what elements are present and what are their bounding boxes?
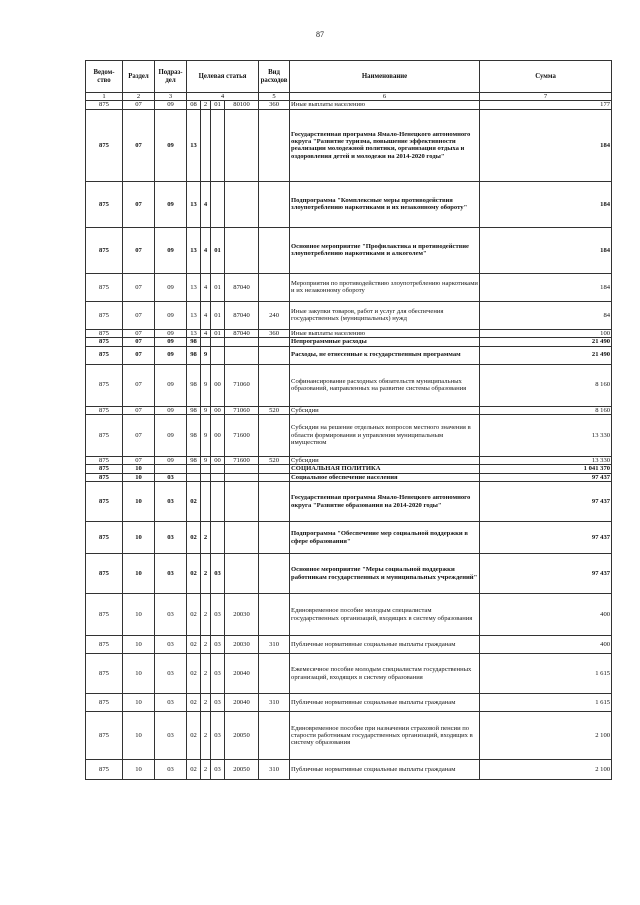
cell-summa: 13 330 (480, 457, 612, 465)
table-row (86, 473, 612, 481)
table-row (86, 594, 612, 636)
cell-summa: 1 041 370 (480, 465, 612, 473)
cell-program-code: 98 (187, 457, 201, 465)
cell-naimenovanie: Расходы, не отнесенные к государственным программам (290, 346, 480, 364)
cell-razdel: 07 (123, 338, 155, 346)
cell-subprogram-code: 2 (201, 760, 211, 780)
cell-podrazdel: 09 (155, 364, 187, 406)
cell-razdel: 10 (123, 760, 155, 780)
cell-summa: 100 (480, 329, 612, 337)
table-row (86, 636, 612, 654)
cell-subprogram-code: 2 (201, 101, 211, 109)
cell-summa: 8 160 (480, 406, 612, 414)
cell-naimenovanie: Иные закупки товаров, работ и услуг для обеспечения государственных (муниципальных) нужд (290, 301, 480, 329)
cell-event-code: 03 (211, 712, 225, 760)
cell-summa: 400 (480, 636, 612, 654)
cell-naimenovanie: Подпрограмма "Комплексные меры противодействия злоупотреблению наркотиками и их незаконному обороту" (290, 181, 480, 227)
table-row (86, 522, 612, 554)
cell-razdel: 07 (123, 406, 155, 414)
cell-vid-rashodov (259, 712, 290, 760)
cell-podrazdel: 09 (155, 109, 187, 181)
cell-naimenovanie: Иные выплаты населению (290, 329, 480, 337)
cell-vedomstvo: 875 (86, 227, 123, 273)
cell-subprogram-code: 4 (201, 273, 211, 301)
cell-event-code: 01 (211, 227, 225, 273)
cell-naimenovanie: Публичные нормативные социальные выплаты гражданам (290, 760, 480, 780)
cell-program-code: 02 (187, 482, 201, 522)
cell-vid-rashodov: 310 (259, 694, 290, 712)
cell-event-code (211, 181, 225, 227)
budget-table (85, 60, 612, 780)
cell-summa: 1 615 (480, 694, 612, 712)
cell-naimenovanie: Ежемесячное пособие молодым специалистам государственных организаций, входящих в систему образования (290, 654, 480, 694)
cell-direction-code (225, 522, 259, 554)
table-row (86, 482, 612, 522)
cell-program-code: 13 (187, 301, 201, 329)
cell-direction-code (225, 465, 259, 473)
cell-vedomstvo: 875 (86, 406, 123, 414)
cell-subprogram-code: 2 (201, 594, 211, 636)
table-row (86, 109, 612, 181)
cell-naimenovanie: Публичные нормативные социальные выплаты гражданам (290, 636, 480, 654)
cell-razdel: 10 (123, 694, 155, 712)
cell-subprogram-code (201, 482, 211, 522)
cell-razdel: 10 (123, 473, 155, 481)
cell-naimenovanie: Софинансирование расходных обязательств муниципальных образований, направленных на развитие системы образования (290, 364, 480, 406)
cell-event-code (211, 109, 225, 181)
cell-podrazdel: 09 (155, 329, 187, 337)
cell-vedomstvo: 875 (86, 482, 123, 522)
cell-podrazdel: 09 (155, 457, 187, 465)
table-row (86, 364, 612, 406)
cell-vedomstvo: 875 (86, 594, 123, 636)
table-row (86, 415, 612, 457)
cell-vid-rashodov (259, 465, 290, 473)
cell-vedomstvo: 875 (86, 301, 123, 329)
cell-vedomstvo: 875 (86, 415, 123, 457)
cell-event-code: 00 (211, 457, 225, 465)
header-celevaya-statya: Целевая статья (187, 61, 259, 93)
cell-program-code: 08 (187, 101, 201, 109)
cell-subprogram-code: 4 (201, 181, 211, 227)
cell-program-code: 02 (187, 712, 201, 760)
cell-event-code: 00 (211, 406, 225, 414)
cell-podrazdel: 03 (155, 636, 187, 654)
cell-direction-code: 20040 (225, 694, 259, 712)
cell-razdel: 07 (123, 457, 155, 465)
cell-naimenovanie: Субсидии на решение отдельных вопросов местного значения в области формирования и управления муниципальным имуществом (290, 415, 480, 457)
cell-vid-rashodov (259, 227, 290, 273)
cell-event-code (211, 346, 225, 364)
cell-podrazdel: 03 (155, 554, 187, 594)
table-row (86, 654, 612, 694)
cell-direction-code: 87040 (225, 329, 259, 337)
cell-subprogram-code (201, 465, 211, 473)
cell-podrazdel: 09 (155, 273, 187, 301)
cell-vedomstvo: 875 (86, 346, 123, 364)
table-row (86, 712, 612, 760)
cell-direction-code: 71600 (225, 415, 259, 457)
cell-event-code (211, 473, 225, 481)
cell-direction-code (225, 346, 259, 364)
cell-direction-code: 20050 (225, 760, 259, 780)
cell-vedomstvo: 875 (86, 329, 123, 337)
cell-subprogram-code: 4 (201, 329, 211, 337)
cell-summa: 8 160 (480, 364, 612, 406)
cell-summa: 97 437 (480, 522, 612, 554)
table-row (86, 465, 612, 473)
cell-razdel: 10 (123, 522, 155, 554)
cell-event-code: 00 (211, 415, 225, 457)
header-vid-rashodov: Вид расходов (259, 61, 290, 93)
cell-vid-rashodov (259, 554, 290, 594)
cell-direction-code (225, 473, 259, 481)
cell-naimenovanie: СОЦИАЛЬНАЯ ПОЛИТИКА (290, 465, 480, 473)
cell-vid-rashodov (259, 654, 290, 694)
cell-event-code: 03 (211, 694, 225, 712)
cell-vedomstvo: 875 (86, 109, 123, 181)
cell-event-code: 03 (211, 760, 225, 780)
cell-vedomstvo: 875 (86, 364, 123, 406)
cell-podrazdel: 03 (155, 482, 187, 522)
cell-podrazdel: 03 (155, 760, 187, 780)
cell-event-code: 00 (211, 364, 225, 406)
cell-subprogram-code: 9 (201, 406, 211, 414)
cell-naimenovanie: Основное мероприятие "Профилактика и противодействие злоупотреблению наркотиками и алкоголем" (290, 227, 480, 273)
cell-razdel: 07 (123, 346, 155, 364)
table-row (86, 694, 612, 712)
cell-summa: 1 615 (480, 654, 612, 694)
table-row (86, 227, 612, 273)
cell-program-code: 02 (187, 636, 201, 654)
cell-direction-code: 20040 (225, 654, 259, 694)
cell-razdel: 10 (123, 636, 155, 654)
column-number: 2 (123, 93, 155, 101)
cell-direction-code: 87040 (225, 273, 259, 301)
cell-program-code: 98 (187, 338, 201, 346)
cell-podrazdel: 03 (155, 473, 187, 481)
cell-summa: 97 437 (480, 473, 612, 481)
cell-program-code: 13 (187, 227, 201, 273)
cell-vid-rashodov (259, 364, 290, 406)
cell-razdel: 10 (123, 594, 155, 636)
cell-event-code: 03 (211, 636, 225, 654)
cell-direction-code: 80100 (225, 101, 259, 109)
cell-subprogram-code: 4 (201, 227, 211, 273)
cell-razdel: 10 (123, 465, 155, 473)
cell-summa: 184 (480, 273, 612, 301)
cell-event-code: 03 (211, 594, 225, 636)
header-podrazdel: Подраз-дел (155, 61, 187, 93)
cell-subprogram-code: 4 (201, 301, 211, 329)
cell-vid-rashodov (259, 473, 290, 481)
cell-summa: 97 437 (480, 554, 612, 594)
table-row (86, 554, 612, 594)
cell-vedomstvo: 875 (86, 522, 123, 554)
cell-naimenovanie: Субсидии (290, 457, 480, 465)
cell-program-code: 98 (187, 406, 201, 414)
cell-razdel: 07 (123, 301, 155, 329)
cell-direction-code: 87040 (225, 301, 259, 329)
cell-podrazdel: 09 (155, 406, 187, 414)
cell-summa: 400 (480, 594, 612, 636)
cell-naimenovanie: Государственная программа Ямало-Ненецкого автономного округа "Развитие образования на 2014-2020 годы" (290, 482, 480, 522)
cell-podrazdel (155, 465, 187, 473)
cell-summa: 177 (480, 101, 612, 109)
cell-program-code (187, 473, 201, 481)
table-row (86, 181, 612, 227)
cell-vedomstvo: 875 (86, 760, 123, 780)
cell-vedomstvo: 875 (86, 473, 123, 481)
header-summa: Сумма (480, 61, 612, 93)
cell-direction-code: 20030 (225, 636, 259, 654)
cell-direction-code: 71060 (225, 406, 259, 414)
cell-naimenovanie: Иные выплаты населению (290, 101, 480, 109)
cell-event-code: 01 (211, 301, 225, 329)
cell-vid-rashodov (259, 594, 290, 636)
cell-subprogram-code: 2 (201, 636, 211, 654)
cell-razdel: 10 (123, 482, 155, 522)
cell-subprogram-code: 9 (201, 457, 211, 465)
cell-vid-rashodov (259, 338, 290, 346)
cell-vid-rashodov (259, 482, 290, 522)
cell-program-code (187, 465, 201, 473)
cell-naimenovanie: Социальное обеспечение населения (290, 473, 480, 481)
cell-podrazdel: 09 (155, 101, 187, 109)
cell-program-code: 98 (187, 364, 201, 406)
cell-naimenovanie: Непрограммные расходы (290, 338, 480, 346)
cell-vedomstvo: 875 (86, 694, 123, 712)
cell-podrazdel: 03 (155, 654, 187, 694)
cell-vid-rashodov: 360 (259, 101, 290, 109)
cell-direction-code: 71060 (225, 364, 259, 406)
cell-naimenovanie: Мероприятия по противодействию злоупотреблению наркотиками и их незаконному обороту (290, 273, 480, 301)
cell-summa: 84 (480, 301, 612, 329)
cell-vedomstvo: 875 (86, 636, 123, 654)
cell-razdel: 07 (123, 101, 155, 109)
cell-direction-code (225, 109, 259, 181)
cell-event-code (211, 522, 225, 554)
cell-vid-rashodov (259, 109, 290, 181)
header-naimenovanie: Наименование (290, 61, 480, 93)
table-row (86, 329, 612, 337)
table-row (86, 760, 612, 780)
cell-direction-code (225, 181, 259, 227)
cell-naimenovanie: Публичные нормативные социальные выплаты гражданам (290, 694, 480, 712)
header-row (86, 61, 612, 93)
cell-summa: 184 (480, 109, 612, 181)
cell-razdel: 07 (123, 181, 155, 227)
cell-subprogram-code: 9 (201, 364, 211, 406)
cell-program-code: 02 (187, 554, 201, 594)
cell-program-code: 13 (187, 109, 201, 181)
cell-direction-code (225, 227, 259, 273)
cell-summa: 21 490 (480, 346, 612, 364)
cell-naimenovanie: Субсидии (290, 406, 480, 414)
cell-razdel: 07 (123, 227, 155, 273)
cell-direction-code (225, 338, 259, 346)
cell-direction-code (225, 554, 259, 594)
cell-program-code: 02 (187, 654, 201, 694)
cell-vedomstvo: 875 (86, 338, 123, 346)
cell-vid-rashodov (259, 181, 290, 227)
cell-subprogram-code (201, 109, 211, 181)
cell-summa: 184 (480, 227, 612, 273)
cell-subprogram-code (201, 338, 211, 346)
cell-program-code: 02 (187, 522, 201, 554)
cell-razdel: 07 (123, 329, 155, 337)
column-number: 4 (187, 93, 259, 101)
cell-program-code: 02 (187, 760, 201, 780)
cell-naimenovanie: Единовременное пособие молодым специалистам государственных организаций, входящих в систему образования (290, 594, 480, 636)
cell-vid-rashodov (259, 522, 290, 554)
cell-naimenovanie: Государственная программа Ямало-Ненецкого автономного округа "Развитие туризма, повышение эффективности реализации молодежной политики, организация отдыха и оздоровления детей и молодежи на 2014-2020 годы" (290, 109, 480, 181)
column-number: 6 (290, 93, 480, 101)
cell-vedomstvo: 875 (86, 712, 123, 760)
cell-vid-rashodov: 310 (259, 760, 290, 780)
cell-event-code: 03 (211, 554, 225, 594)
cell-direction-code: 20030 (225, 594, 259, 636)
cell-program-code: 98 (187, 346, 201, 364)
cell-direction-code: 71600 (225, 457, 259, 465)
table-row (86, 301, 612, 329)
cell-event-code (211, 465, 225, 473)
cell-subprogram-code: 2 (201, 522, 211, 554)
table-row (86, 406, 612, 414)
cell-razdel: 10 (123, 712, 155, 760)
cell-podrazdel: 09 (155, 338, 187, 346)
cell-program-code: 02 (187, 594, 201, 636)
header-razdel: Раздел (123, 61, 155, 93)
cell-vedomstvo: 875 (86, 181, 123, 227)
cell-summa: 97 437 (480, 482, 612, 522)
cell-event-code (211, 482, 225, 522)
table-body (86, 101, 612, 780)
cell-event-code: 01 (211, 329, 225, 337)
header-vedomstvo: Ведом-ство (86, 61, 123, 93)
cell-program-code: 13 (187, 273, 201, 301)
cell-subprogram-code (201, 473, 211, 481)
table-row (86, 273, 612, 301)
cell-summa: 21 490 (480, 338, 612, 346)
cell-razdel: 07 (123, 273, 155, 301)
cell-program-code: 13 (187, 329, 201, 337)
cell-podrazdel: 09 (155, 415, 187, 457)
cell-vedomstvo: 875 (86, 465, 123, 473)
cell-vedomstvo: 875 (86, 654, 123, 694)
cell-podrazdel: 03 (155, 712, 187, 760)
cell-subprogram-code: 2 (201, 554, 211, 594)
cell-summa: 13 330 (480, 415, 612, 457)
cell-podrazdel: 09 (155, 227, 187, 273)
cell-summa: 184 (480, 181, 612, 227)
table-row (86, 457, 612, 465)
table-row (86, 346, 612, 364)
cell-naimenovanie: Основное мероприятие "Меры социальной поддержки работникам государственных и муниципальных учреждений" (290, 554, 480, 594)
column-number: 5 (259, 93, 290, 101)
cell-vid-rashodov: 310 (259, 636, 290, 654)
cell-podrazdel: 09 (155, 301, 187, 329)
cell-podrazdel: 03 (155, 594, 187, 636)
cell-subprogram-code: 2 (201, 694, 211, 712)
cell-subprogram-code: 2 (201, 712, 211, 760)
cell-razdel: 10 (123, 654, 155, 694)
table-row (86, 338, 612, 346)
cell-podrazdel: 03 (155, 522, 187, 554)
cell-vedomstvo: 875 (86, 273, 123, 301)
column-number: 3 (155, 93, 187, 101)
cell-razdel: 07 (123, 364, 155, 406)
cell-podrazdel: 03 (155, 694, 187, 712)
cell-podrazdel: 09 (155, 181, 187, 227)
cell-event-code (211, 338, 225, 346)
cell-program-code: 13 (187, 181, 201, 227)
cell-vid-rashodov (259, 415, 290, 457)
cell-event-code: 03 (211, 654, 225, 694)
cell-event-code: 01 (211, 273, 225, 301)
cell-naimenovanie: Подпрограмма "Обеспечение мер социальной поддержки в сфере образования" (290, 522, 480, 554)
cell-vedomstvo: 875 (86, 554, 123, 594)
cell-vedomstvo: 875 (86, 457, 123, 465)
cell-naimenovanie: Единовременное пособие при назначении страховой пенсии по старости работникам государственных организаций, входящих в систему образования (290, 712, 480, 760)
cell-event-code: 01 (211, 101, 225, 109)
cell-vid-rashodov (259, 273, 290, 301)
cell-direction-code: 20050 (225, 712, 259, 760)
column-number: 1 (86, 93, 123, 101)
cell-subprogram-code: 9 (201, 415, 211, 457)
cell-vid-rashodov: 520 (259, 457, 290, 465)
cell-subprogram-code: 2 (201, 654, 211, 694)
cell-direction-code (225, 482, 259, 522)
cell-vid-rashodov: 520 (259, 406, 290, 414)
cell-razdel: 07 (123, 415, 155, 457)
cell-razdel: 07 (123, 109, 155, 181)
cell-summa: 2 100 (480, 712, 612, 760)
cell-subprogram-code: 9 (201, 346, 211, 364)
cell-summa: 2 100 (480, 760, 612, 780)
column-number: 7 (480, 93, 612, 101)
cell-razdel: 10 (123, 554, 155, 594)
table-row (86, 101, 612, 109)
page-number: 87 (316, 30, 324, 39)
cell-program-code: 98 (187, 415, 201, 457)
cell-vid-rashodov: 240 (259, 301, 290, 329)
cell-vid-rashodov (259, 346, 290, 364)
column-number-row (86, 93, 612, 101)
cell-podrazdel: 09 (155, 346, 187, 364)
cell-program-code: 02 (187, 694, 201, 712)
cell-vid-rashodov: 360 (259, 329, 290, 337)
cell-vedomstvo: 875 (86, 101, 123, 109)
